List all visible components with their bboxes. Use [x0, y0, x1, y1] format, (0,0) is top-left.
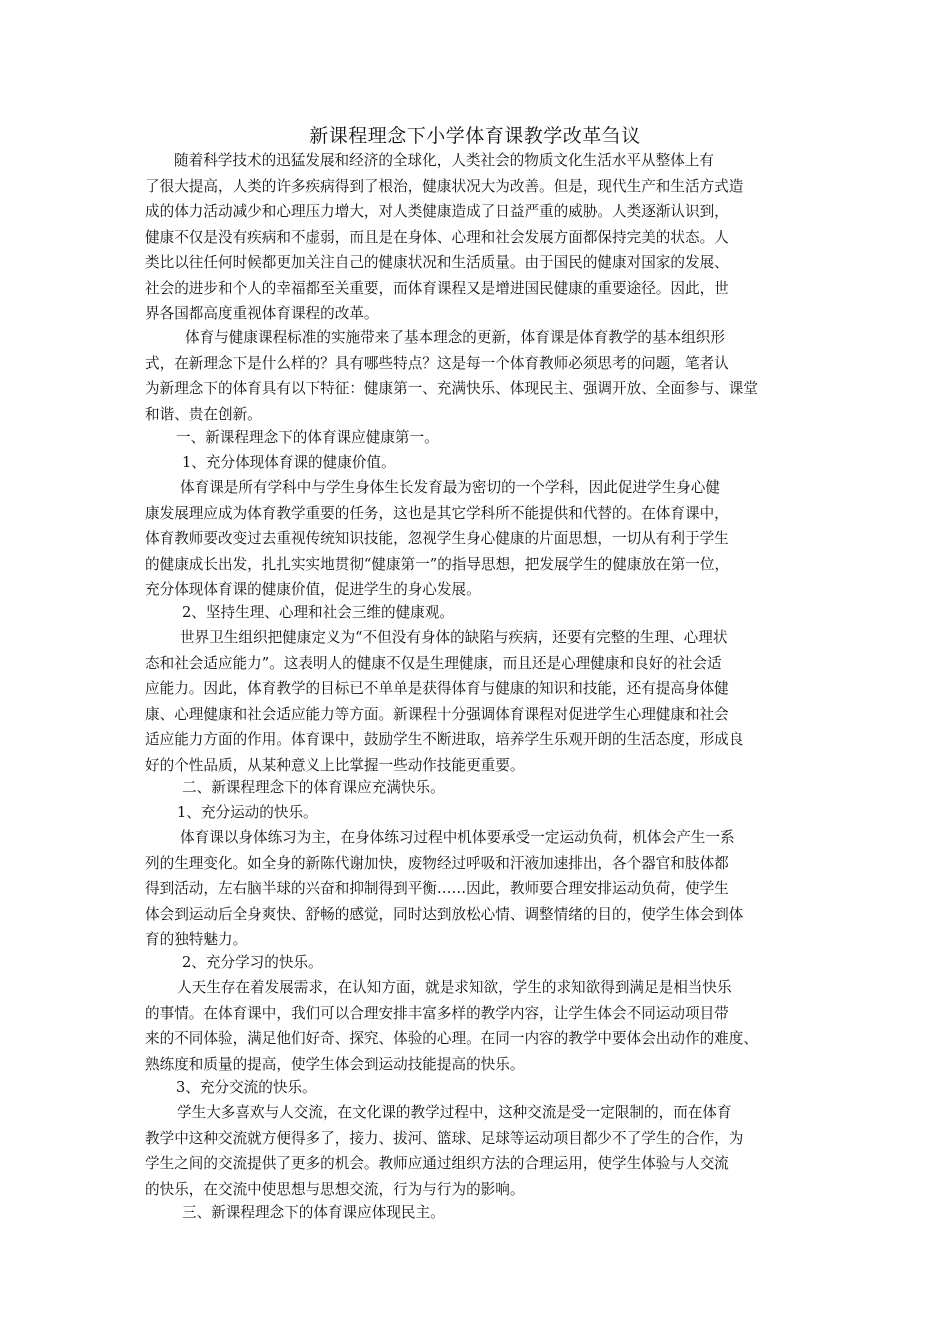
text-line: 人天生存在着发展需求，在认知方面，就是求知欲，学生的求知欲得到满足是相当快乐	[177, 979, 732, 996]
subsection-heading-2-1: 1、充分运动的快乐。	[177, 804, 318, 821]
paragraph-learning-joy	[145, 975, 810, 1077]
text-line: 学生之间的交流提供了更多的机会。教师应通过组织方法的合理运用，使学生体验与人交流	[145, 1155, 729, 1172]
subsection-heading-2-2: 2、充分学习的快乐。	[182, 954, 323, 971]
text-line: 体会到运动后全身爽快、舒畅的感觉，同时达到放松心情、调整情绪的目的，使学生体会到体	[145, 905, 744, 923]
paragraph-health-view	[145, 625, 810, 778]
text-line: 了很大提高，人类的许多疾病得到了根治，健康状况大为改善。但是，现代生产和生活方式造	[145, 177, 744, 195]
text-line: 康发展理应成为体育教学重要的任务，这也是其它学科所不能提供和代替的。在体育课中，	[145, 504, 729, 522]
text-line: 界各国都高度重视体育课程的改革。	[145, 305, 379, 322]
text-line: 的快乐，在交流中使思想与思想交流，行为与行为的影响。	[145, 1180, 525, 1198]
text-line: 体育课是所有学科中与学生身体生长发育最为密切的一个学科，因此促进学生身心健	[180, 479, 720, 496]
text-line: 体育课以身体练习为主，在身体练习过程中机体要承受一定运动负荷，机体会产生一系	[180, 829, 735, 846]
text-line: 世界卫生组织把健康定义为“不但没有身体的缺陷与疾病，还要有完整的生理、心理状	[180, 629, 728, 646]
text-line: 的事情。在体育课中，我们可以合理安排丰富多样的教学内容，让学生体会不同运动项目带	[145, 1004, 729, 1022]
text-line: 随着科学技术的迅猛发展和经济的全球化，人类社会的物质文化生活水平从整体上有	[174, 152, 714, 169]
text-line: 类比以往任何时候都更加关注自己的健康状况和生活质量。由于国民的健康对国家的发展、	[145, 254, 729, 271]
subsection-heading-1-1: 1、充分体现体育课的健康价值。	[182, 454, 396, 471]
paragraph-exercise-joy	[145, 825, 810, 953]
text-line: 应能力。因此，体育教学的目标已不单单是获得体育与健康的知识和技能，还有提高身体健	[145, 680, 729, 697]
text-line: 态和社会适应能力”。这表明人的健康不仅是生理健康，而且还是心理健康和良好的社会适	[145, 654, 722, 672]
text-line: 体育与健康课程标准的实施带来了基本理念的更新，体育课是体育教学的基本组织形	[185, 329, 725, 346]
paragraph-features	[145, 325, 810, 427]
text-line: 育的独特魅力。	[145, 931, 248, 948]
text-line: 健康不仅是没有疾病和不虚弱，而且是在身体、心理和社会发展方面都保持完美的状态。人	[145, 228, 729, 246]
subsection-heading-1-2: 2、坚持生理、心理和社会三维的健康观。	[182, 604, 454, 621]
text-line: 康、心理健康和社会适应能力等方面。新课程十分强调体育课程对促进学生心理健康和社会	[145, 705, 729, 723]
text-line: 学生大多喜欢与人交流，在文化课的教学过程中，这种交流是受一定限制的，而在体育	[177, 1104, 732, 1121]
paragraph-intro	[145, 148, 810, 327]
text-line: 式，在新理念下是什么样的？具有哪些特点？这是每一个体育教师必须思考的问题，笔者认	[145, 354, 729, 372]
text-line: 充分体现体育课的健康价值，促进学生的身心发展。	[145, 581, 481, 598]
subsection-heading-2-3: 3、充分交流的快乐。	[176, 1079, 317, 1096]
text-line: 适应能力方面的作用。体育课中，鼓励学生不断进取，培养学生乐观开朗的生活态度，形成良	[145, 731, 744, 748]
text-line: 和谐、贵在创新。	[145, 405, 262, 423]
paragraph-health-value	[145, 475, 810, 603]
section-heading-2: 二、新课程理念下的体育课应充满快乐。	[182, 779, 445, 796]
paragraph-communication-joy	[145, 1100, 810, 1202]
document-title: 新课程理念下小学体育课教学改革刍议	[309, 125, 641, 147]
text-line: 列的生理变化。如全身的新陈代谢加快，废物经过呼吸和汗液加速排出，各个器官和肢体都	[145, 854, 729, 872]
text-line: 体育教师要改变过去重视传统知识技能，忽视学生身心健康的片面思想，一切从有利于学生	[145, 530, 729, 547]
text-line: 教学中这种交流就方便得多了，接力、拔河、篮球、足球等运动项目都少不了学生的合作，为	[145, 1129, 744, 1147]
section-heading-1: 一、新课程理念下的体育课应健康第一。	[176, 429, 439, 446]
text-line: 得到活动，左右脑半球的兴奋和抑制得到平衡……因此，教师要合理安排运动负荷，使学生	[145, 880, 729, 897]
text-line: 的健康成长出发，扎扎实实地贯彻“健康第一”的指导思想，把发展学生的健康放在第一位，	[145, 555, 730, 573]
text-line: 来的不同体验，满足他们好奇、探究、体验的心理。在同一内容的教学中要体会出动作的难度、	[145, 1030, 758, 1047]
text-line: 为新理念下的体育具有以下特征：健康第一、充满快乐、体现民主、强调开放、全面参与、课堂	[145, 380, 758, 397]
section-heading-3: 三、新课程理念下的体育课应体现民主。	[182, 1204, 445, 1221]
text-line: 成的体力活动减少和心理压力增大，对人类健康造成了日益严重的威胁。人类逐渐认识到，	[145, 203, 729, 220]
text-line: 好的个性品质，从某种意义上比掌握一些动作技能更重要。	[145, 756, 525, 774]
text-line: 熟练度和质量的提高，使学生体会到运动技能提高的快乐。	[145, 1055, 525, 1073]
text-line: 社会的进步和个人的幸福都至关重要，而体育课程又是增进国民健康的重要途径。因此，世	[145, 279, 729, 297]
